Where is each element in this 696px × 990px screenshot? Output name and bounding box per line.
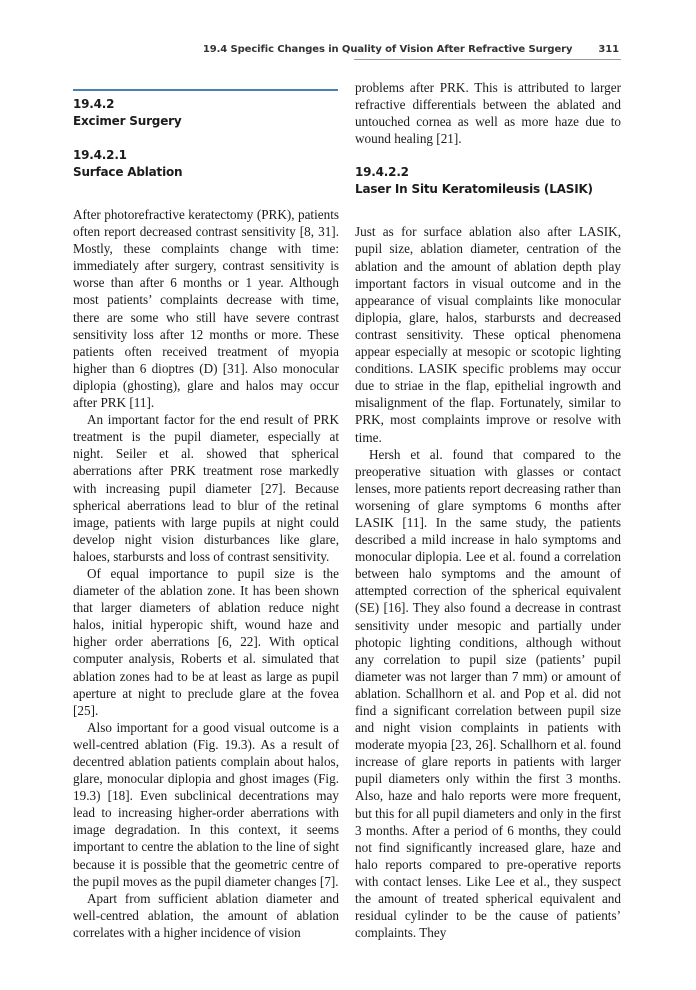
running-head-title: 19.4 Specific Changes in Quality of Vision After Refractive Surgery xyxy=(202,44,573,55)
right-column xyxy=(355,79,621,941)
paragraph: Of equal importance to pupil size is the diameter of the ablation zone. It has been shown that larger diameters of ablation reduce night halos, initial hyperopic shift, wound haze and higher order aberrations [6, 22]. With optical computer analysis, Roberts et al. simulated that ablation zones had to be at least as large as pupil aperture at night to preclude glare at the fovea [25]. xyxy=(73,565,339,718)
subsection-number: 19.4.2.1 xyxy=(73,148,127,162)
subsection-title: Surface Ablation xyxy=(73,165,183,179)
left-column xyxy=(73,79,339,941)
paragraph: Also important for a good visual outcome is a well-centred ablation (Fig. 19.3). As a result of decentred ablation patients complain about halos, glare, monocular diplopia and ghost images (Fig. 19.3) [18]. Even subclinical decentrations may lead to increasing higher-order aberrations with image degradation. In this context, it seems important to centre the ablation to the line of sight because it is possible that the geometric centre of the pupil moves as the pupil diameter changes [7]. xyxy=(73,719,339,889)
right-column-body xyxy=(355,223,621,941)
running-head-rule xyxy=(354,59,621,60)
paragraph: Hersh et al. found that compared to the preoperative situation with glasses or contact lenses, more patients report decreasing rather than worsening of glare symptoms 6 months after LASIK [11]. In the same study, the patients described a mild increase in halo symptoms and monocular diplopia. Lee et al. found a correlation between halo symptoms and the amount of attempted correction of the spherical equivalent (SE) [16]. They also found a decrease in contrast sensitivity under mesopic and partially under photopic lighting conditions, although without any correlation to pupil size (patients’ pupil diameter was not larger than 7 mm) or amount of ablation. Schallhorn et al. and Pop et al. did not find a significant correlation between pupil size and night vision complaints in patients with moderate myopia [23, 26]. Schallhorn et al. found increase of glare reports in patients with larger pupil diameters only within the first 3 months. Also, haze and halo reports were more frequent, but this for all pupil diameters and only in the first 3 months. After a period of 6 months, they could not find significantly increased glare, haze and halo reports compared to pre-operative reports with contact lenses. Like Lee et al., they suspect the amount of treated spherical equivalent and residual cylinder to be the cause of patients’ complaints. They xyxy=(355,446,621,941)
paragraph: problems after PRK. This is attributed to larger refractive differentials between the ablated and untouched cornea as well as more haze due to wound healing [21]. xyxy=(355,80,621,147)
subsection-title: Laser In Situ Keratomileusis (LASIK) xyxy=(355,182,593,197)
left-column-body xyxy=(73,206,339,941)
section-title: Excimer Surgery xyxy=(73,114,182,128)
paragraph: An important factor for the end result of PRK treatment is the pupil diameter, especially at night. Seiler et al. showed that spherical aberrations after PRK treatment rose markedly with increasing pupil diameter [27]. Because spherical aberrations lead to blur of the retinal image, patients with large pupils at night could develop night vision disturbances like glare, haloes, starbursts and loss of contrast sensitivity. xyxy=(73,412,339,564)
paragraph: Just as for surface ablation also after LASIK, pupil size, ablation diameter, centration of the ablation and the amount of ablation depth play important factors in visual outcome and in the appearance of visual complaints like monocular diplopia, glare, halos, starbursts and decreased contrast sensitivity. These optical phenomena appear especially at mesopic or scotopic lighting conditions. LASIK specific problems may occur due to striae in the flap, epithelial ingrowth and misalignment of the flap. Fortunately, similar to PRK, most complaints improve or resolve with time. xyxy=(355,224,621,445)
running-head xyxy=(0,44,619,55)
right-column-continuation xyxy=(355,79,621,147)
paragraph: Apart from sufficient ablation diameter and well-centred ablation, the amount of ablation correlates with a higher incidence of vision xyxy=(73,890,339,940)
page-number: 311 xyxy=(598,44,619,55)
section-number: 19.4.2 xyxy=(73,97,115,111)
paragraph: After photorefractive keratectomy (PRK), patients often report decreased contrast sensitivity [8, 31]. Mostly, these complaints change with time: immediately after surgery, contrast sensitivity is worse than after 6 months or 1 year. Although most patients’ complaints decrease with time, there are some who still have severe contrast sensitivity loss after 12 months or more. These patients often received treatment of myopia higher than 6 dioptres (D) [31]. Also monocular diplopia (ghosting), glare and halos may occur after PRK [11]. xyxy=(73,207,339,411)
subsection-number: 19.4.2.2 xyxy=(355,165,409,180)
